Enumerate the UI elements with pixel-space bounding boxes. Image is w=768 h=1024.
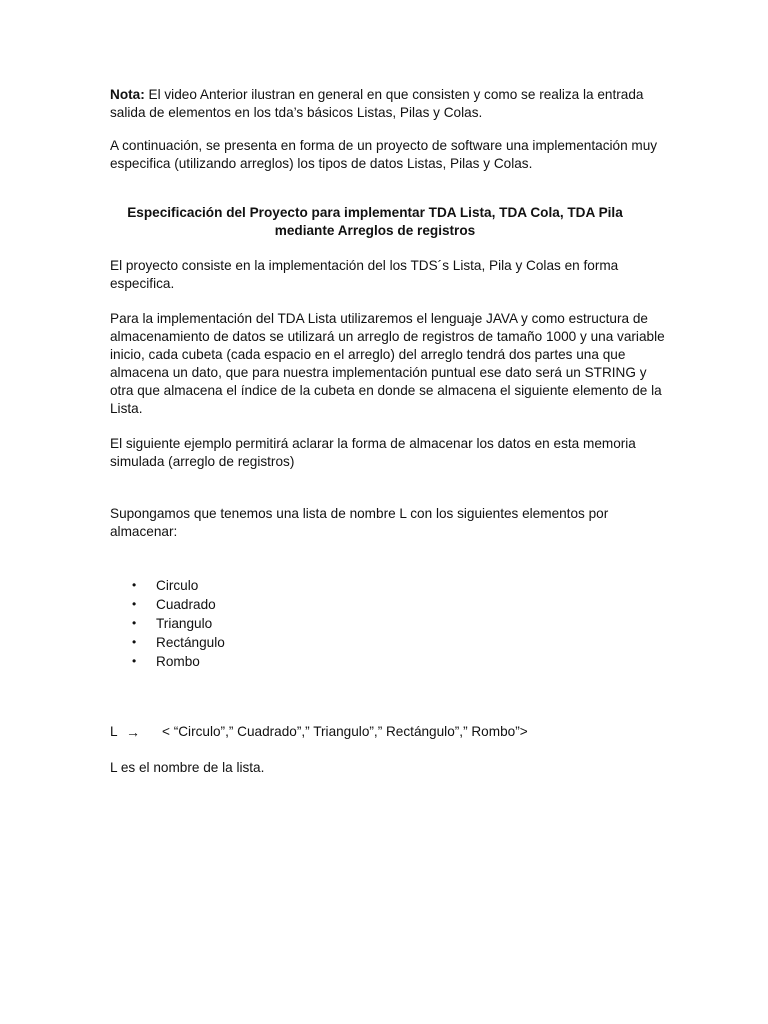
list-expression: < “Circulo”,” Cuadrado”,” Triangulo”,” Rectángulo”,” Rombo”>	[162, 724, 528, 739]
list-item	[110, 595, 670, 614]
bullet-icon: •	[132, 654, 137, 668]
list-item-label: Triangulo	[156, 616, 213, 631]
list-item	[110, 614, 670, 633]
list-name: L	[110, 724, 118, 739]
list-item-label: Circulo	[156, 578, 199, 593]
bullet-icon: •	[132, 597, 137, 611]
list-item	[110, 633, 670, 652]
document-body	[110, 86, 670, 777]
project-heading	[110, 204, 670, 240]
bullet-icon: •	[132, 578, 137, 592]
list-item-label: Rectángulo	[156, 635, 225, 650]
bullet-icon: •	[132, 635, 137, 649]
list-definition-line	[110, 723, 670, 741]
list-name-note: L es el nombre de la lista.	[110, 760, 265, 775]
heading-line-2: mediante Arreglos de registros	[274, 223, 476, 238]
list-item-label: Rombo	[156, 654, 200, 669]
intro-paragraph: A continuación, se presenta en forma de un proyecto de software una implementación muy especifica (utilizando arreglos) los tipos de datos Listas, Pilas y Colas.	[110, 138, 658, 171]
note-text: El video Anterior ilustran en general en que consisten y como se realiza la entrada salida de elementos en los tda’s básicos Listas, Pilas y Colas.	[110, 87, 644, 120]
heading-line-1: Especificación del Proyecto para implementar TDA Lista, TDA Cola, TDA Pila	[127, 205, 623, 220]
example-intro-paragraph: El siguiente ejemplo permitirá aclarar la forma de almacenar los datos en esta memoria simulada (arreglo de registros)	[110, 436, 636, 469]
bullet-icon: •	[132, 616, 137, 630]
list-item-label: Cuadrado	[156, 597, 216, 612]
project-description-paragraph: El proyecto consiste en la implementación del los TDS´s Lista, Pila y Colas en forma especifica.	[110, 258, 619, 291]
list-item	[110, 576, 670, 595]
list-item	[110, 652, 670, 671]
right-arrow-icon: →	[126, 724, 140, 740]
element-list	[110, 576, 670, 671]
note-paragraph	[110, 86, 670, 122]
note-label: Nota:	[110, 87, 145, 102]
list-intro-paragraph: Supongamos que tenemos una lista de nombre L con los siguientes elementos por almacenar:	[110, 506, 609, 539]
implementation-paragraph: Para la implementación del TDA Lista utilizaremos el lenguaje JAVA y como estructura de almacenamiento de datos se utilizará un arreglo de registros de tamaño 1000 y una variable inicio, cada cubeta (cada espacio en el arreglo) del arreglo tendrá dos partes una que almacena un dato, que para nuestra implementación puntual ese dato será un STRING y otra que almacena el índice de la cubeta en donde se almacena el siguiente elemento de la Lista.	[110, 311, 665, 416]
